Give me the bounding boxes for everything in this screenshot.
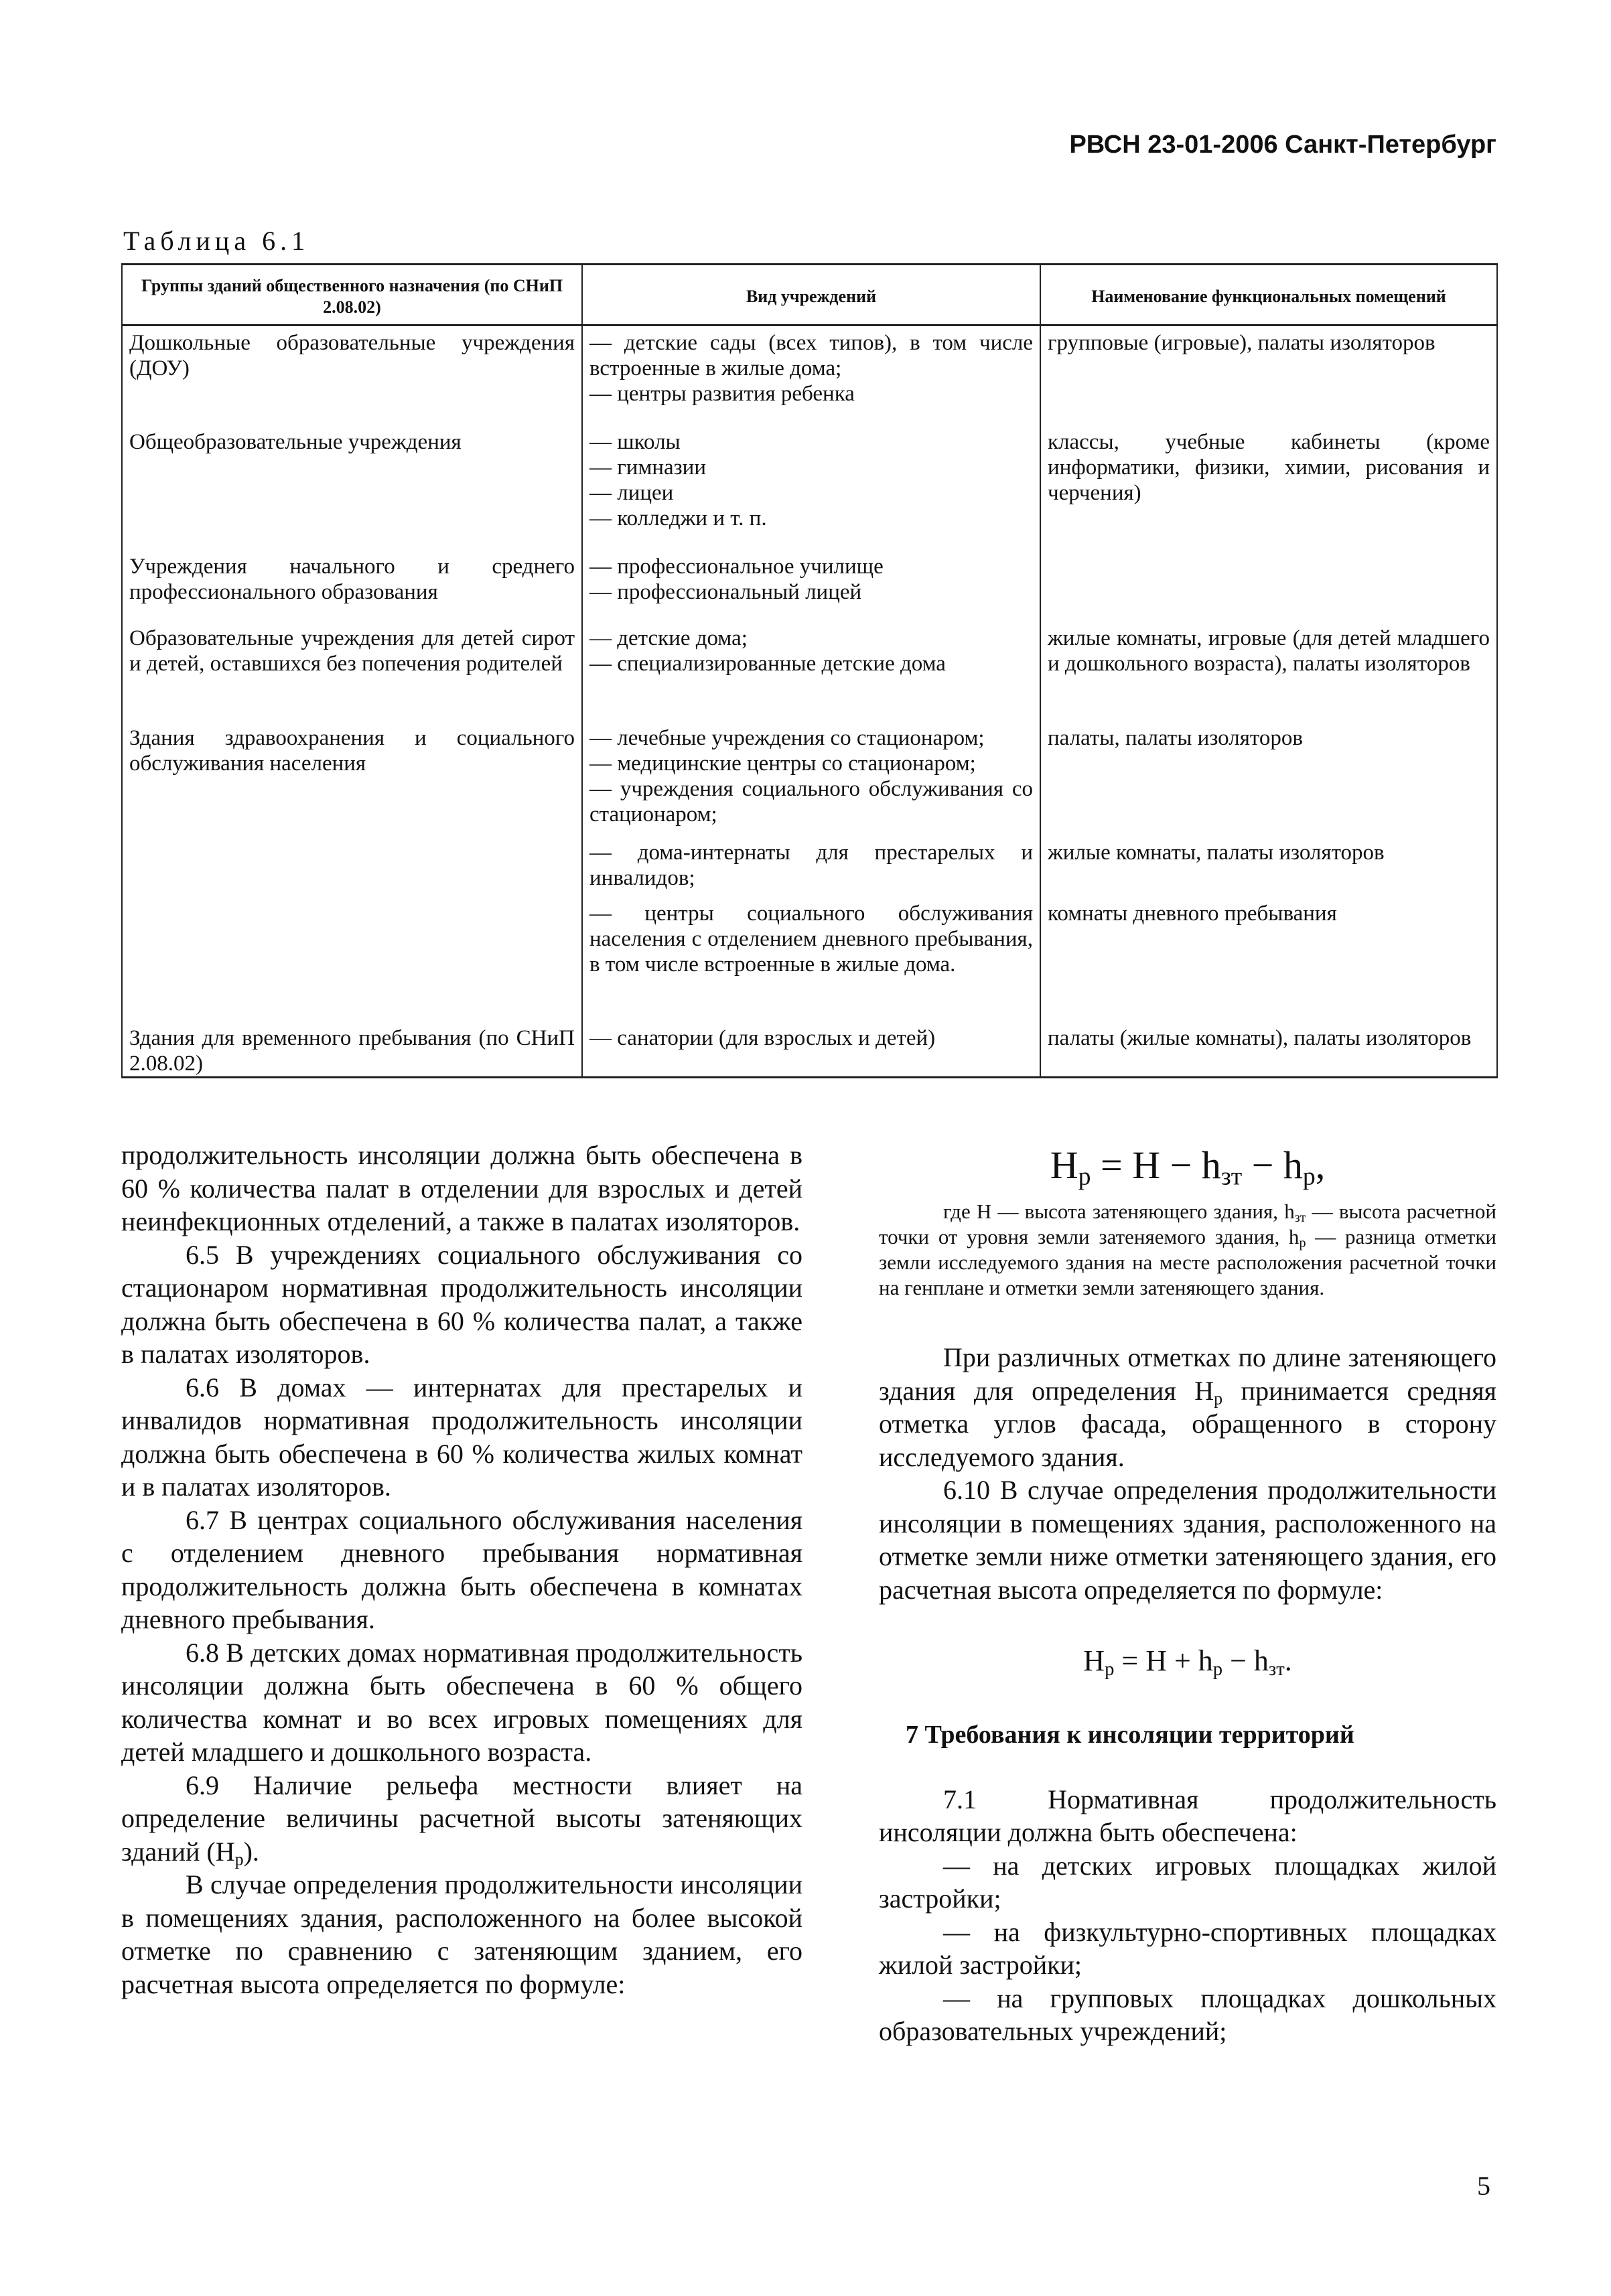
institution-type: — детские дома; — [589, 626, 748, 650]
paragraph: При различных отметках по длине затеняющего здания для определения $H_р$ принимается средняя отметка углов фасада, обращенного в сторону исследуемого здания. — [879, 1342, 1497, 1472]
institution-type: — колледжи и т. п. — [589, 506, 767, 530]
cell-room-names: комнаты дневного пребывания — [1040, 897, 1497, 1021]
cell-room-names: групповые (игровые), палаты изоляторов — [1040, 326, 1497, 426]
formula-1: $H_р = H - h_{зт} - h_р$, — [1050, 1143, 1326, 1191]
paragraph-6-9 — [121, 1769, 802, 1869]
table-row — [122, 622, 1497, 721]
table-caption: Таблица 6.1 — [123, 226, 310, 256]
table-row — [122, 550, 1497, 622]
institution-type: — учреждения социального обслуживания со стационаром; — [589, 777, 1033, 827]
column-header-rooms: Наименование функциональных помещений — [1040, 265, 1497, 326]
cell-building-group: Образовательные учреждения для детей сирот и детей, оставшихся без попечения родителей — [122, 622, 582, 721]
institution-type: — центры развития ребенка — [589, 382, 855, 406]
table-row — [122, 897, 1497, 1021]
table-row — [122, 721, 1497, 836]
paragraph: продолжительность инсоляции должна быть обеспечена в 60 % количества палат в отделении для взрослых и детей неинфекционных отделений, а также в палатах изоляторов. — [121, 1140, 802, 1236]
institution-type: — дома-интернаты для престарелых и инвалидов; — [589, 841, 1033, 890]
cell-institution-types — [582, 622, 1040, 721]
institution-type: — гимназии — [589, 455, 706, 480]
cell-institution-types — [582, 326, 1040, 426]
right-text-column — [879, 1139, 1496, 2048]
section-heading-7: 7 Требования к инсоляции территорий — [906, 1721, 1354, 1749]
cell-institution-types — [582, 836, 1040, 897]
page-number: 5 — [1477, 2171, 1490, 2201]
institution-type: — лицеи — [589, 481, 674, 505]
institution-type: — лечебные учреждения со стационаром; — [589, 726, 985, 750]
column-header-groups: Группы зданий общественного назначения (по СНиП 2.08.02) — [122, 265, 582, 326]
list-item: — на групповых площадках дошкольных образовательных учреждений; — [879, 1983, 1496, 2046]
paragraph-6-7: 6.7 В центрах социального обслуживания населения с отделением дневного пребывания нормативная продолжительность должна быть обеспечена в комнатах дневного пребывания. — [121, 1504, 802, 1634]
table-row — [122, 1021, 1497, 1078]
left-text-column — [121, 1139, 802, 2001]
cell-room-names: палаты, палаты изоляторов — [1040, 721, 1497, 836]
list-item: — на физкультурно-спортивных площадках жилой застройки; — [879, 1916, 1496, 1980]
cell-building-group: Учреждения начального и среднего профессионального образования — [122, 550, 582, 622]
cell-building-group: Дошкольные образовательные учреждения (ДОУ) — [122, 326, 582, 426]
table-header-row — [122, 265, 1497, 326]
formula-2: $H_р = H + h_р - h_{зт}$. — [1083, 1644, 1292, 1680]
paragraph-6-8: 6.8 В детских домах нормативная продолжительность инсоляции должна быть обеспечена в 60 % общего количества комнат и во всех игровых помещениях для детей младшего и дошкольного возраста. — [121, 1637, 802, 1767]
cell-institution-types — [582, 721, 1040, 836]
paragraph-6-6: 6.6 В домах — интернатах для престарелых и инвалидов нормативная продолжительность инсоляции должна быть обеспечена в 60 % количества жилых комнат и в палатах изоляторов. — [121, 1372, 802, 1502]
paragraph-7-1: 7.1 Нормативная продолжительность инсоляции должна быть обеспечена: — [879, 1784, 1496, 1847]
table-row — [122, 425, 1497, 550]
formula-explanation: где H — высота затеняющего здания, $h_{зт}$ — высота расчетной точки от уровня земли затеняемого здания, $h_р$ — разница отметки земли исследуемого здания на месте расположения расчетной точки на генплане и отметки земли затеняющего здания. — [879, 1200, 1496, 1299]
paragraph-6-5: 6.5 В учреждениях социального обслуживания со стационаром нормативная продолжительность инсоляции должна быть обеспечена в 60 % количества палат, а также в палатах изоляторов. — [121, 1239, 802, 1369]
cell-building-group — [122, 836, 582, 897]
running-header: РВСН 23-01-2006 Санкт-Петербург — [1069, 131, 1496, 159]
cell-building-group — [122, 897, 582, 1021]
cell-room-names: классы, учебные кабинеты (кроме информатики, физики, химии, рисования и черчения) — [1040, 425, 1497, 550]
cell-building-group: Здания для временного пребывания (по СНиП 2.08.02) — [122, 1021, 582, 1078]
list-item: — на детских игровых площадках жилой застройки; — [879, 1850, 1496, 1914]
cell-institution-types — [582, 425, 1040, 550]
text: 6.9 Наличие рельефа местности влияет на определение величины расчетной высоты затеняющих зданий (H — [121, 1770, 802, 1867]
cell-room-names — [1040, 550, 1497, 622]
institution-type: — центры социального обслуживания населения с отделением дневного пребывания, в том числе встроенные в жилые дома. — [589, 902, 1033, 977]
cell-institution-types — [582, 897, 1040, 1021]
table-6-1 — [121, 263, 1498, 1078]
cell-room-names: жилые комнаты, игровые (для детей младшего и дошкольного возраста), палаты изоляторов — [1040, 622, 1497, 721]
institution-type: — школы — [589, 430, 681, 454]
cell-institution-types — [582, 1021, 1040, 1078]
institution-type: — специализированные детские дома — [589, 652, 946, 676]
paragraph: В случае определения продолжительности инсоляции в помещениях здания, расположенного на более высокой отметке по сравнению с затеняющим зданием, его расчетная высота определяется по формуле: — [121, 1869, 802, 1999]
institution-type: — профессиональное училище — [589, 555, 884, 579]
cell-room-names: жилые комнаты, палаты изоляторов — [1040, 836, 1497, 897]
subscript: р — [234, 1849, 244, 1869]
column-header-types: Вид учреждений — [582, 265, 1040, 326]
table-row — [122, 326, 1497, 426]
cell-building-group: Здания здравоохранения и социального обслуживания населения — [122, 721, 582, 836]
institution-type: — санатории (для взрослых и детей) — [589, 1026, 936, 1050]
institution-type: — профессиональный лицей — [589, 580, 862, 604]
institution-type: — медицинские центры со стационаром; — [589, 751, 976, 776]
cell-room-names: палаты (жилые комнаты), палаты изоляторов — [1040, 1021, 1497, 1078]
paragraph-6-10: 6.10 В случае определения продолжительности инсоляции в помещениях здания, расположенного на отметке земли ниже отметки затеняющего здания, его расчетная высота определяется по формуле: — [879, 1475, 1496, 1605]
institution-type: — детские сады (всех типов), в том числе встроенные в жилые дома; — [589, 331, 1033, 380]
table-row — [122, 836, 1497, 897]
cell-institution-types — [582, 550, 1040, 622]
text: ). — [243, 1836, 259, 1867]
cell-building-group: Общеобразовательные учреждения — [122, 425, 582, 550]
